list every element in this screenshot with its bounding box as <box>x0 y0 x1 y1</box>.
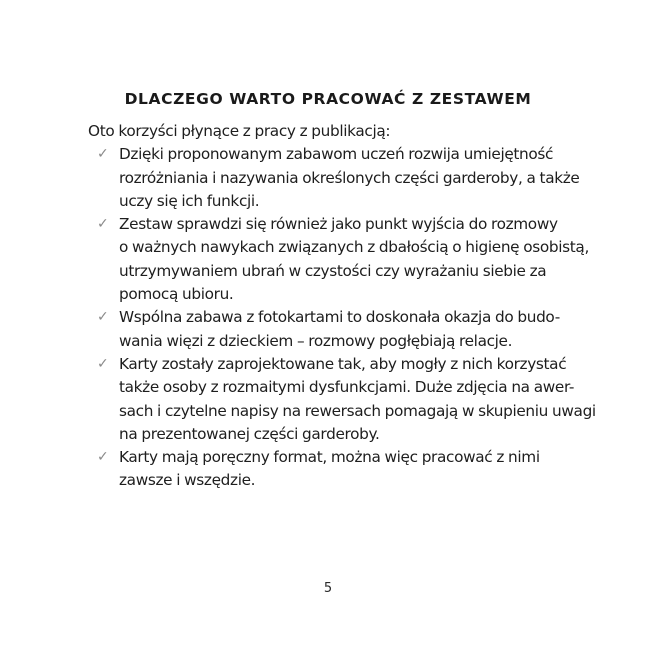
benefit-line: Dzięki proponowanym zabawom uczeń rozwija umiejętność <box>119 145 554 164</box>
check-icon: ✓ <box>97 216 109 233</box>
benefit-line: o ważnych nawykach związanych z dbałością o higienę osobistą, <box>119 238 589 257</box>
intro-text: Oto korzyści płynące z pracy z publikacją: <box>88 122 391 140</box>
benefit-item <box>88 143 580 213</box>
benefit-item <box>88 353 596 446</box>
benefit-line: wania więzi z dzieckiem – rozmowy pogłębiają relacje. <box>119 331 513 350</box>
benefit-item <box>88 306 568 353</box>
benefit-line: rozróżniania i nazywania określonych części garderoby, a także <box>119 168 580 187</box>
benefit-item <box>88 213 589 306</box>
check-icon: ✓ <box>97 309 109 326</box>
benefit-line: Zestaw sprawdzi się również jako punkt wyjścia do rozmowy <box>119 215 558 234</box>
benefit-line: Karty mają poręczny format, można więc pracować z nimi <box>119 448 540 467</box>
benefit-line: Wspólna zabawa z fotokartami to doskonała okazja do budo- <box>119 308 560 327</box>
benefit-line: Karty zostały zaprojektowane tak, aby mogły z nich korzystać <box>119 354 567 373</box>
benefit-line: uczy się ich funkcji. <box>119 191 260 210</box>
benefit-list <box>88 143 596 492</box>
check-icon: ✓ <box>97 449 109 466</box>
page-number: 5 <box>323 581 333 596</box>
benefit-line: na prezentowanej części garderoby. <box>119 424 380 443</box>
benefit-item <box>88 446 568 493</box>
check-icon: ✓ <box>97 146 109 163</box>
benefit-line: pomocą ubioru. <box>119 285 234 304</box>
benefit-line: zawsze i wszędzie. <box>119 471 256 490</box>
page-content <box>88 120 596 493</box>
benefit-line: utrzymywaniem ubrań w czystości czy wyrażaniu siebie za <box>119 261 547 280</box>
benefit-line: sach i czytelne napisy na rewersach pomagają w skupieniu uwagi <box>119 401 596 420</box>
benefit-line: także osoby z rozmaitymi dysfunkcjami. Duże zdjęcia na awer- <box>119 378 575 397</box>
page-title: DLACZEGO WARTO PRACOWAĆ Z ZESTAWEM <box>124 90 532 109</box>
check-icon: ✓ <box>97 355 109 372</box>
